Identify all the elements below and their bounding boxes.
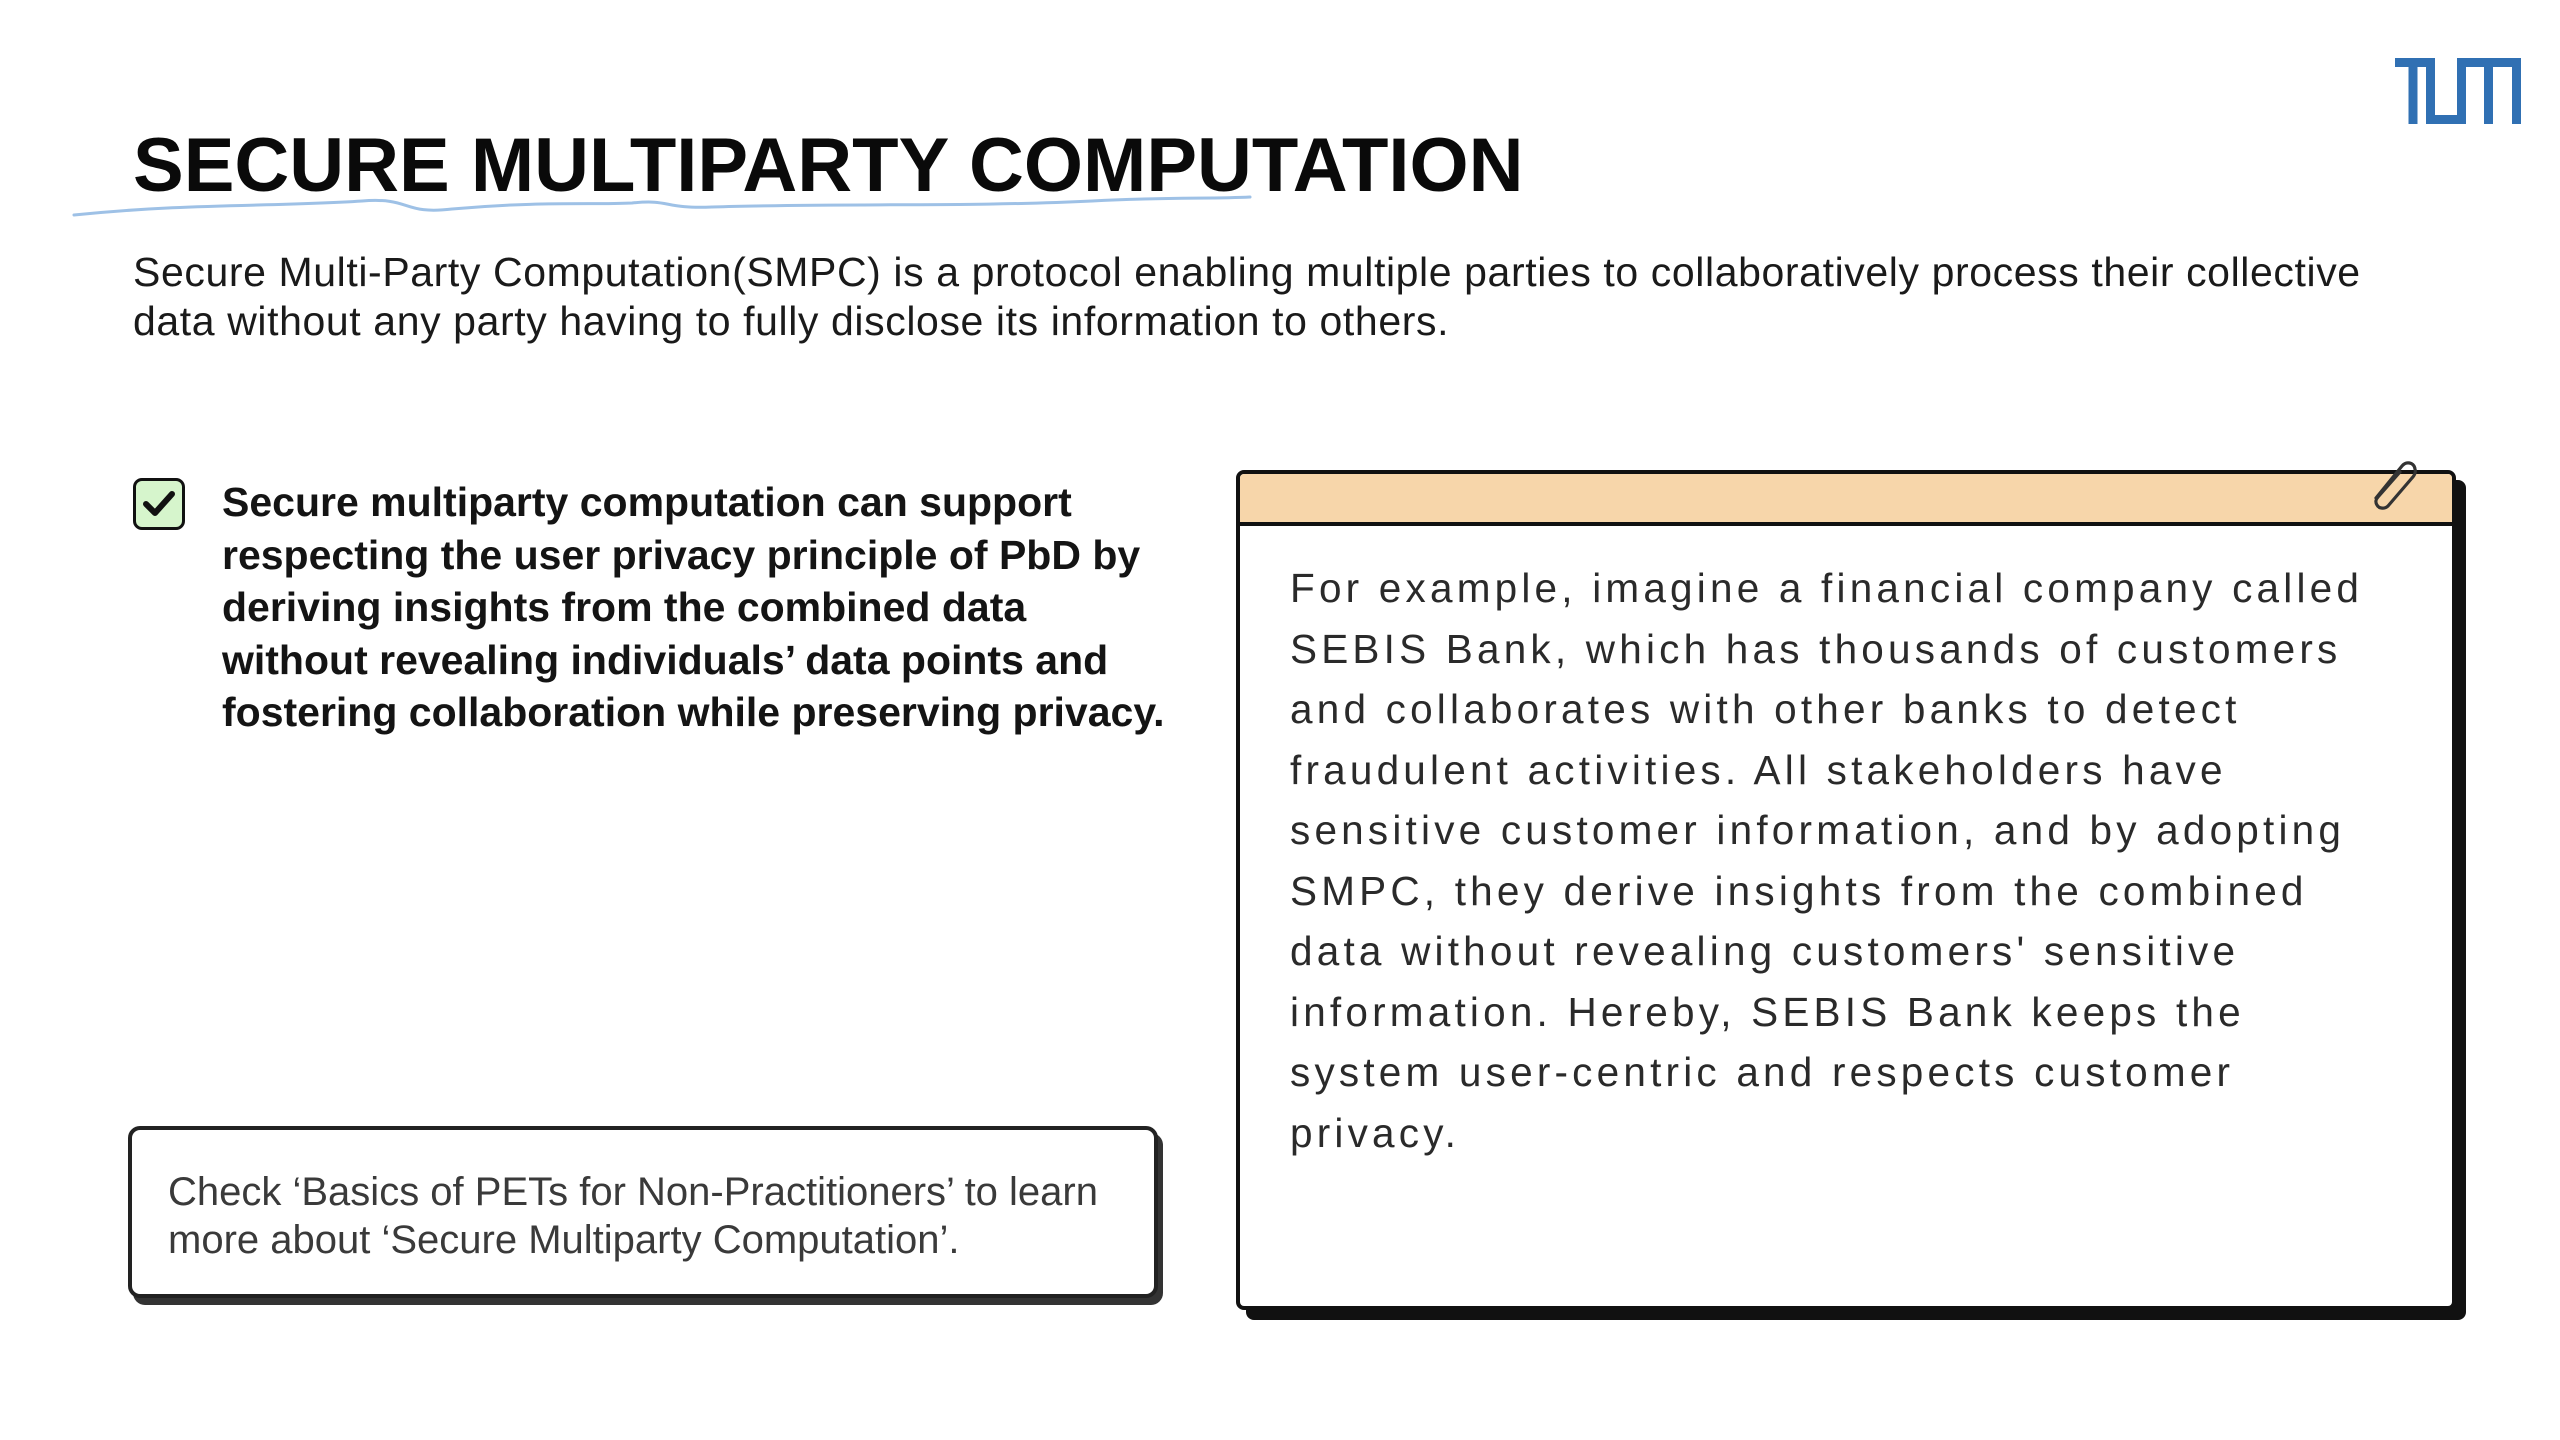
note-box	[128, 1126, 1158, 1298]
key-point-text: Secure multiparty computation can support respecting the user privacy principle of PbD by deriving insights from the combined data without revealing individuals’ data points and fostering collaboration while preserving privacy.	[222, 479, 1165, 735]
example-card	[1236, 470, 2456, 1310]
checkbox	[133, 478, 185, 530]
check-icon	[142, 489, 176, 519]
paperclip-icon	[2362, 452, 2422, 512]
slide-title: SECURE MULTIPARTY COMPUTATION	[133, 123, 1524, 208]
example-text: For example, imagine a financial company called SEBIS Bank, which has thousands of customers and collaborates with other banks to detect fraudulent activities. All stakeholders have sensitive customer information, and by adopting SMPC, they derive insights from the combined data without revealing customers' sensitive information. Hereby, SEBIS Bank keeps the system user-centric and respects customer privacy.	[1290, 565, 2364, 1156]
card-header	[1240, 474, 2452, 526]
note-text: Check ‘Basics of PETs for Non-Practitioners’ to learn more about ‘Secure Multiparty Computation’.	[168, 1170, 1098, 1262]
intro-paragraph: Secure Multi-Party Computation(SMPC) is a protocol enabling multiple parties to collaboratively process their collective data without any party having to fully disclose its information to others.	[133, 249, 2361, 344]
tum-logo	[2395, 58, 2521, 124]
title-underline	[72, 185, 1252, 219]
